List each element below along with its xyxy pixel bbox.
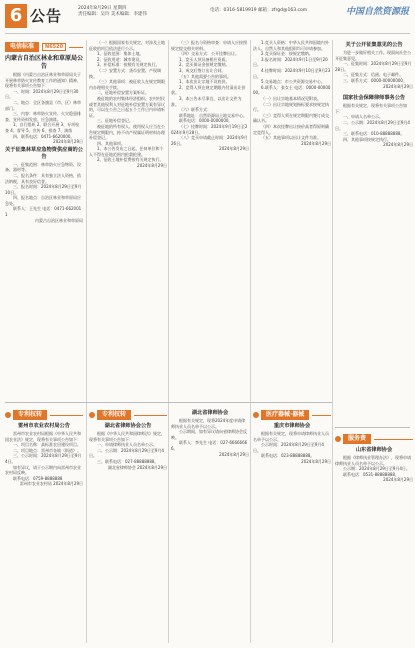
paragraph: （八）竞买申请截止时间：2024年9月26日。 bbox=[171, 135, 248, 146]
paragraph: （六）联系方式： bbox=[179, 107, 211, 113]
paragraph: 2、征收土地补偿费按有关规定执行。 bbox=[97, 157, 164, 163]
paragraph: 二、地点：全区各旗县（市、区）林草部门。 bbox=[5, 99, 81, 111]
notice-body bbox=[5, 162, 83, 224]
column-2-lower bbox=[89, 408, 167, 643]
notice-signature: 2024年8月29日 bbox=[301, 458, 331, 464]
paragraph: 如有异议，请于公示期内向雷州市农业农村局反映。 bbox=[5, 464, 81, 476]
paragraph: 三、公示时间：2024年8月29日至9月4日。 bbox=[5, 453, 82, 464]
paragraph: 根据有关规定，现将2024年度申请律师执业人员名单予以公示。 bbox=[171, 418, 246, 429]
column-4 bbox=[253, 40, 331, 395]
header-rule bbox=[5, 33, 410, 34]
paragraph: （七）挂牌时间：2024年9月19日至2024年9月28日。 bbox=[171, 123, 248, 135]
paragraph: （四）本次挂牌出让按价高者得原则确定竞得人。 bbox=[253, 123, 329, 135]
paragraph: 3、本公告未尽事宜，以出让文件为准。 bbox=[171, 95, 242, 107]
section-label: 电信标准 bbox=[5, 42, 39, 52]
section-name: 公告 bbox=[30, 7, 63, 25]
section-rule bbox=[50, 415, 83, 416]
header-editor: 责任编辑：吴玲 美术编辑：李建伟 bbox=[78, 12, 147, 17]
paragraph: （四）交易方式：公开挂牌出让。 bbox=[179, 51, 239, 57]
paragraph: 二、报名条件：具有独立法人资格，依法纳税，具有良好信誉。 bbox=[5, 172, 81, 184]
column-divider bbox=[250, 40, 251, 643]
paragraph: 一、项目名称：高标准农田建设项目。 bbox=[13, 442, 81, 448]
paragraph: （三）竞得人须在规定期限内签订成交确认书。 bbox=[253, 112, 329, 124]
section-rule bbox=[374, 439, 413, 440]
section-rule bbox=[134, 415, 167, 416]
page-header bbox=[0, 0, 415, 38]
section-bar-medical bbox=[253, 410, 331, 420]
notice-body bbox=[89, 40, 167, 169]
section-label: 服务费 bbox=[343, 434, 371, 444]
paragraph: 根据有关规定，现将有关事项公告如下： bbox=[335, 103, 407, 114]
paragraph: 联系人：王先生 电话：0471-6620011 bbox=[5, 206, 82, 218]
notice-body bbox=[5, 431, 83, 487]
paragraph: 联系电话：023-88888888。 bbox=[261, 453, 315, 459]
paragraph: 1、竞买人须具备相应资质。 bbox=[179, 56, 230, 62]
paragraph: 一、征集时间：2024年8月29日至9月28日。 bbox=[335, 61, 412, 72]
notice-signature: 内蒙古自治区林业和草原局 bbox=[35, 217, 83, 223]
paragraph: 2、竞得人须在规定期限内付清出让价款。 bbox=[171, 84, 246, 96]
paragraph: 根据《中华人民共和国律师法》规定，现将有关事项公告如下： bbox=[89, 431, 165, 442]
paragraph: 根据《内蒙古自治区林业和草原局关于开展林草防火宣传教育工作的通知》精神，现将有关事项公告如下： bbox=[5, 72, 81, 89]
paragraph: 二、征集方式：信函、电子邮件。 bbox=[343, 72, 403, 78]
paragraph: 二、项目地点：雷州市各镇（街道）。 bbox=[13, 447, 81, 453]
notice-date: 2024年8月29日 bbox=[383, 83, 413, 89]
section-rule bbox=[312, 415, 331, 416]
notice-body bbox=[5, 72, 83, 145]
paragraph: 三、内容：林草防火宣传、火灾隐患排查、宣传资料发放、应急演练。 bbox=[5, 111, 81, 122]
notice-body bbox=[335, 50, 413, 89]
notice-date: 2024年8月29日 bbox=[301, 140, 331, 146]
notice-body bbox=[171, 418, 249, 457]
paragraph: 三、征地补偿登记。 bbox=[97, 118, 133, 124]
notice-body bbox=[335, 103, 413, 148]
paragraph: 3、补偿标准：按照有关规定执行。 bbox=[97, 62, 160, 68]
bullet-icon bbox=[335, 436, 341, 442]
notice-title: 重庆市律师协会 bbox=[273, 423, 311, 429]
column-3 bbox=[171, 40, 249, 395]
paragraph: （一）出让宗地基本情况见附表。 bbox=[261, 95, 321, 101]
paragraph: 公示期：2024年8月29日至9月4日。 bbox=[343, 466, 410, 472]
paragraph: 1、本公告发布之日起，任何单位和个人不得在征地范围内抢栽抢建。 bbox=[89, 146, 164, 157]
paragraph: 1.竞买人资格：中华人民共和国境内外法人、自然人和其他组织均可申请参加。 bbox=[253, 40, 329, 51]
paragraph: 四、其他事项。 bbox=[97, 140, 125, 146]
paragraph: 根据有关规定，现将申请律师执业人员名单予以公示。 bbox=[253, 431, 329, 442]
notice-date: 2024年8月29日 bbox=[383, 142, 413, 148]
paragraph: 一、征集范围：林草防火应急物资、设备、器材等。 bbox=[5, 161, 81, 173]
notice-title: 湖北省律师协会公告 bbox=[104, 423, 152, 429]
paragraph: 3、成交后签订出让合同。 bbox=[179, 67, 226, 73]
section-tag: N6520 bbox=[42, 43, 66, 51]
notice-date: 2024年8月29日 bbox=[53, 139, 83, 145]
column-divider bbox=[86, 40, 87, 643]
section-bar-service bbox=[335, 434, 413, 444]
paragraph: 2、征收用途：城市建设。 bbox=[97, 56, 144, 62]
section-divider bbox=[335, 427, 410, 428]
paragraph: 四、报名地点：自治区林业和草原局应急处。 bbox=[5, 195, 81, 206]
paragraph: 公示时间：2024年8月29日至9月4日。 bbox=[253, 442, 324, 453]
bullet-icon bbox=[253, 412, 259, 418]
bullet-icon bbox=[89, 412, 95, 418]
notice-title: 关于征集林草应急物资供应商的公告 bbox=[5, 146, 83, 160]
column-5 bbox=[335, 40, 413, 430]
masthead-logo: 中国自然资源报 bbox=[345, 7, 409, 17]
paragraph: 2.竞买保证金：按规定缴纳。 bbox=[261, 51, 313, 57]
notice-signature: 湖北省律师协会 2024年8月29日 bbox=[107, 464, 167, 470]
section-bar-standards bbox=[5, 42, 83, 52]
notice-title: 内蒙古自治区林业和草原局公告 bbox=[5, 55, 83, 70]
column-divider bbox=[332, 40, 333, 643]
page-number: 6 bbox=[5, 4, 27, 28]
notice-title: 关于公开征集意见的公告 bbox=[345, 42, 403, 48]
section-label: 医疗器械·器械 bbox=[261, 410, 309, 420]
header-contact: 电话：0316-5819919 邮箱：zfrgd@163.com bbox=[210, 8, 308, 13]
paragraph: 联系电话：0759-8888888 bbox=[13, 475, 63, 481]
paragraph: 被征地的农村集体经济组织、农村村民或者其他权利人对征地补偿安置方案有异议的，可以在公告之日起五个工作日内申请听证。 bbox=[89, 95, 165, 118]
header-meta bbox=[78, 6, 147, 18]
notice-date: 2024年8月29日 bbox=[219, 146, 249, 152]
paragraph: 根据《律师执业管理办法》，现将申请律师执业人员名单予以公示。 bbox=[335, 455, 411, 466]
section-divider bbox=[5, 402, 332, 403]
section-label: 专利权转 bbox=[97, 410, 131, 420]
paragraph: 为进一步做好相关工作，现面向社会公开征集意见。 bbox=[335, 50, 411, 61]
paragraph: （三）报名与资格审查：申请人应按照规定提交相关材料。 bbox=[171, 40, 247, 51]
paragraph: 4.挂牌时间：2024年9月10日至9月23日。 bbox=[253, 67, 331, 79]
notice-title: 国家社会保障律师事务公告 bbox=[342, 95, 406, 102]
column-1-lower bbox=[5, 408, 83, 643]
paragraph: 雷州市农业农村局根据《中华人民共和国农业法》规定，现将有关事项公告如下： bbox=[5, 431, 81, 442]
paragraph: 三、报名时间：2024年8月29日至9月10日。 bbox=[5, 184, 82, 195]
section-bar-patent bbox=[89, 410, 167, 420]
paragraph: （一）根据国家有关规定，对涉及土地征收的项目依法进行公示。 bbox=[89, 40, 165, 51]
paragraph: 5.交易地点：市公共资源交易中心。 bbox=[261, 79, 325, 85]
paragraph: 一、申请人名单公示。 bbox=[343, 114, 383, 120]
section-rule bbox=[69, 47, 83, 48]
paragraph: 一、时间：2024年8月29日至9月30日。 bbox=[5, 88, 79, 100]
paragraph: 被征地的所有权人、使用权人应当在公告规定期限内，持不动产权属证明材料办理补偿登记。 bbox=[89, 123, 165, 141]
notice-title: 湖北省律师协会 bbox=[191, 410, 229, 416]
paragraph: 一、申请律师执业人员名单公示。 bbox=[97, 442, 157, 448]
column-3-lower bbox=[171, 408, 249, 643]
paragraph: 1、征收范围：集体土地。 bbox=[97, 51, 144, 57]
bullet-icon bbox=[5, 412, 11, 418]
paragraph: 二、征地补偿安置方案听证。 bbox=[97, 90, 149, 96]
paragraph: （五）其他事项以出让文件为准。 bbox=[261, 135, 321, 141]
notice-body bbox=[335, 455, 413, 483]
column-2 bbox=[89, 40, 167, 395]
paragraph: 联系地址：自然资源局土地交易中心。 bbox=[179, 112, 247, 118]
notice-body bbox=[253, 40, 331, 146]
header-date: 2024年8月29日 星期四 bbox=[78, 6, 127, 11]
notice-signature: 2024年8月29日 bbox=[383, 477, 413, 483]
paragraph: 三、联系方式：0000-00000000。 bbox=[343, 77, 407, 83]
notice-title: 山东省律师协会 bbox=[355, 447, 393, 453]
column-divider bbox=[168, 40, 169, 643]
paragraph: （二）安置方式：货币安置、产权调换。 bbox=[89, 67, 161, 79]
paragraph: 联系人：李先生 电话：027-66666666。 bbox=[171, 440, 248, 451]
paragraph: 二、公示期：2024年8月29日至9月4日。 bbox=[335, 119, 410, 131]
paragraph: 四、其他事项按规定执行。 bbox=[343, 136, 391, 142]
notice-body bbox=[253, 431, 331, 465]
column-1 bbox=[5, 40, 83, 395]
notice-date: 2024年8月29日 bbox=[137, 163, 167, 169]
paragraph: 联系电话：0531-88888888。 bbox=[343, 471, 399, 477]
notice-signature: 2024年8月29日 bbox=[219, 451, 249, 457]
notice-body bbox=[171, 40, 249, 152]
paragraph: 1、自行组织 2、联合开展 3、专项检查 4、督导 5、宣传 6、排查 7、演练 bbox=[5, 122, 80, 133]
paragraph: 2、竞买保证金按规定缴纳。 bbox=[179, 62, 230, 68]
notice-body bbox=[89, 431, 167, 470]
paragraph: 公示期间，如有异议请向省律师协会反映。 bbox=[171, 429, 247, 440]
paragraph: （三）其他事项：被征收人在规定期限内办理相关手续。 bbox=[89, 79, 165, 90]
column-4-lower bbox=[253, 408, 331, 643]
paragraph: 三、联系电话：027-88888888。 bbox=[97, 458, 159, 464]
paragraph: 3.报名时间：2024年9月1日至9月20日。 bbox=[253, 56, 328, 68]
paragraph: 1、本次出让宗地不设底价。 bbox=[179, 79, 230, 85]
notice-title: 雷州市农业农村局公告 bbox=[18, 423, 70, 429]
paragraph: 6.联系人：张女士 电话：0000-0000000。 bbox=[253, 84, 331, 96]
paragraph: 四、联系电话：0471-6620000。 bbox=[13, 133, 75, 139]
paragraph: （五）其他需要公告的事项。 bbox=[179, 73, 231, 79]
paragraph: 三、联系电话：010-88888888。 bbox=[343, 131, 405, 137]
column-5-lower bbox=[335, 432, 413, 643]
section-label: 专利权转 bbox=[13, 410, 47, 420]
section-bar-patent bbox=[5, 410, 83, 420]
notice-signature: 雷州市农业农村局 2024年8月29日 bbox=[19, 481, 83, 487]
paragraph: 联系电话：0000-0000000。 bbox=[179, 118, 233, 124]
paragraph: 二、公示期：2024年8月29日至9月4日。 bbox=[89, 447, 164, 459]
paragraph: （二）出让宗地规划指标要求按规定执行。 bbox=[253, 101, 329, 113]
